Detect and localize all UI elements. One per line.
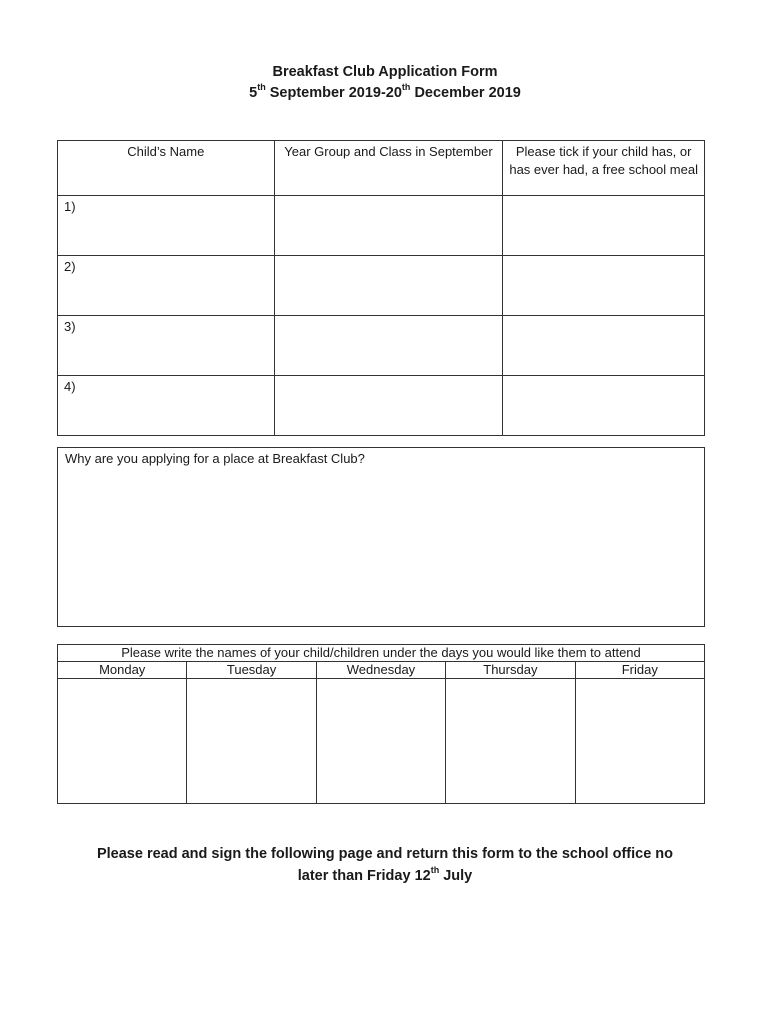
thursday-entry-cell[interactable] [446,679,575,804]
child-name-cell-4[interactable]: 4) [58,376,275,436]
monday-entry-cell[interactable] [58,679,187,804]
children-table [57,140,705,436]
days-table-heading: Please write the names of your child/children under the days you would like them to attend [58,645,705,662]
end-day-suffix: th [401,82,411,93]
children-table-header [58,141,705,196]
form-title: Breakfast Club Application Form [272,64,498,80]
days-header-row [58,662,705,679]
start-day-suffix: th [257,82,266,93]
day-header-thursday: Thursday [446,662,575,679]
wednesday-entry-cell[interactable] [316,679,445,804]
free-meal-cell-2[interactable] [503,256,705,316]
form-date-range [0,82,770,104]
why-applying-box[interactable] [57,447,705,627]
child-name-cell-1[interactable]: 1) [58,196,275,256]
date-end: December 2019 [410,85,521,101]
child-name-cell-2[interactable]: 2) [58,256,275,316]
day-header-tuesday: Tuesday [187,662,316,679]
free-meal-cell-3[interactable] [503,316,705,376]
friday-entry-cell[interactable] [575,679,704,804]
days-entry-row [58,679,705,804]
table-row [58,376,705,436]
footer-deadline: later than Friday 12 [297,868,431,884]
footer-deadline-suffix: th [430,865,440,876]
footer-instruction-line1: Please read and sign the following page and return this form to the school office no [96,846,674,862]
tuesday-entry-cell[interactable] [187,679,316,804]
days-table-heading-row [58,645,705,662]
table-row [58,316,705,376]
free-meal-cell-4[interactable] [503,376,705,436]
child-name-cell-3[interactable]: 3) [58,316,275,376]
footer-deadline-month: July [439,868,473,884]
year-group-cell-1[interactable] [274,196,503,256]
table-row [58,256,705,316]
date-middle: September 2019-20 [265,85,402,101]
day-header-wednesday: Wednesday [316,662,445,679]
attendance-days-table [57,644,705,804]
footer-instruction-line2 [0,865,770,887]
year-group-cell-4[interactable] [274,376,503,436]
day-header-monday: Monday [58,662,187,679]
year-group-cell-3[interactable] [274,316,503,376]
year-group-cell-2[interactable] [274,256,503,316]
child-name-header: Child’s Name [58,141,275,196]
free-meal-cell-1[interactable] [503,196,705,256]
table-row [58,196,705,256]
why-applying-question: Why are you applying for a place at Breakfast Club? [65,451,365,466]
year-group-header: Year Group and Class in September [274,141,503,196]
start-day: 5 [249,85,258,101]
day-header-friday: Friday [575,662,704,679]
free-school-meal-header: Please tick if your child has, or has ever had, a free school meal [503,141,705,196]
